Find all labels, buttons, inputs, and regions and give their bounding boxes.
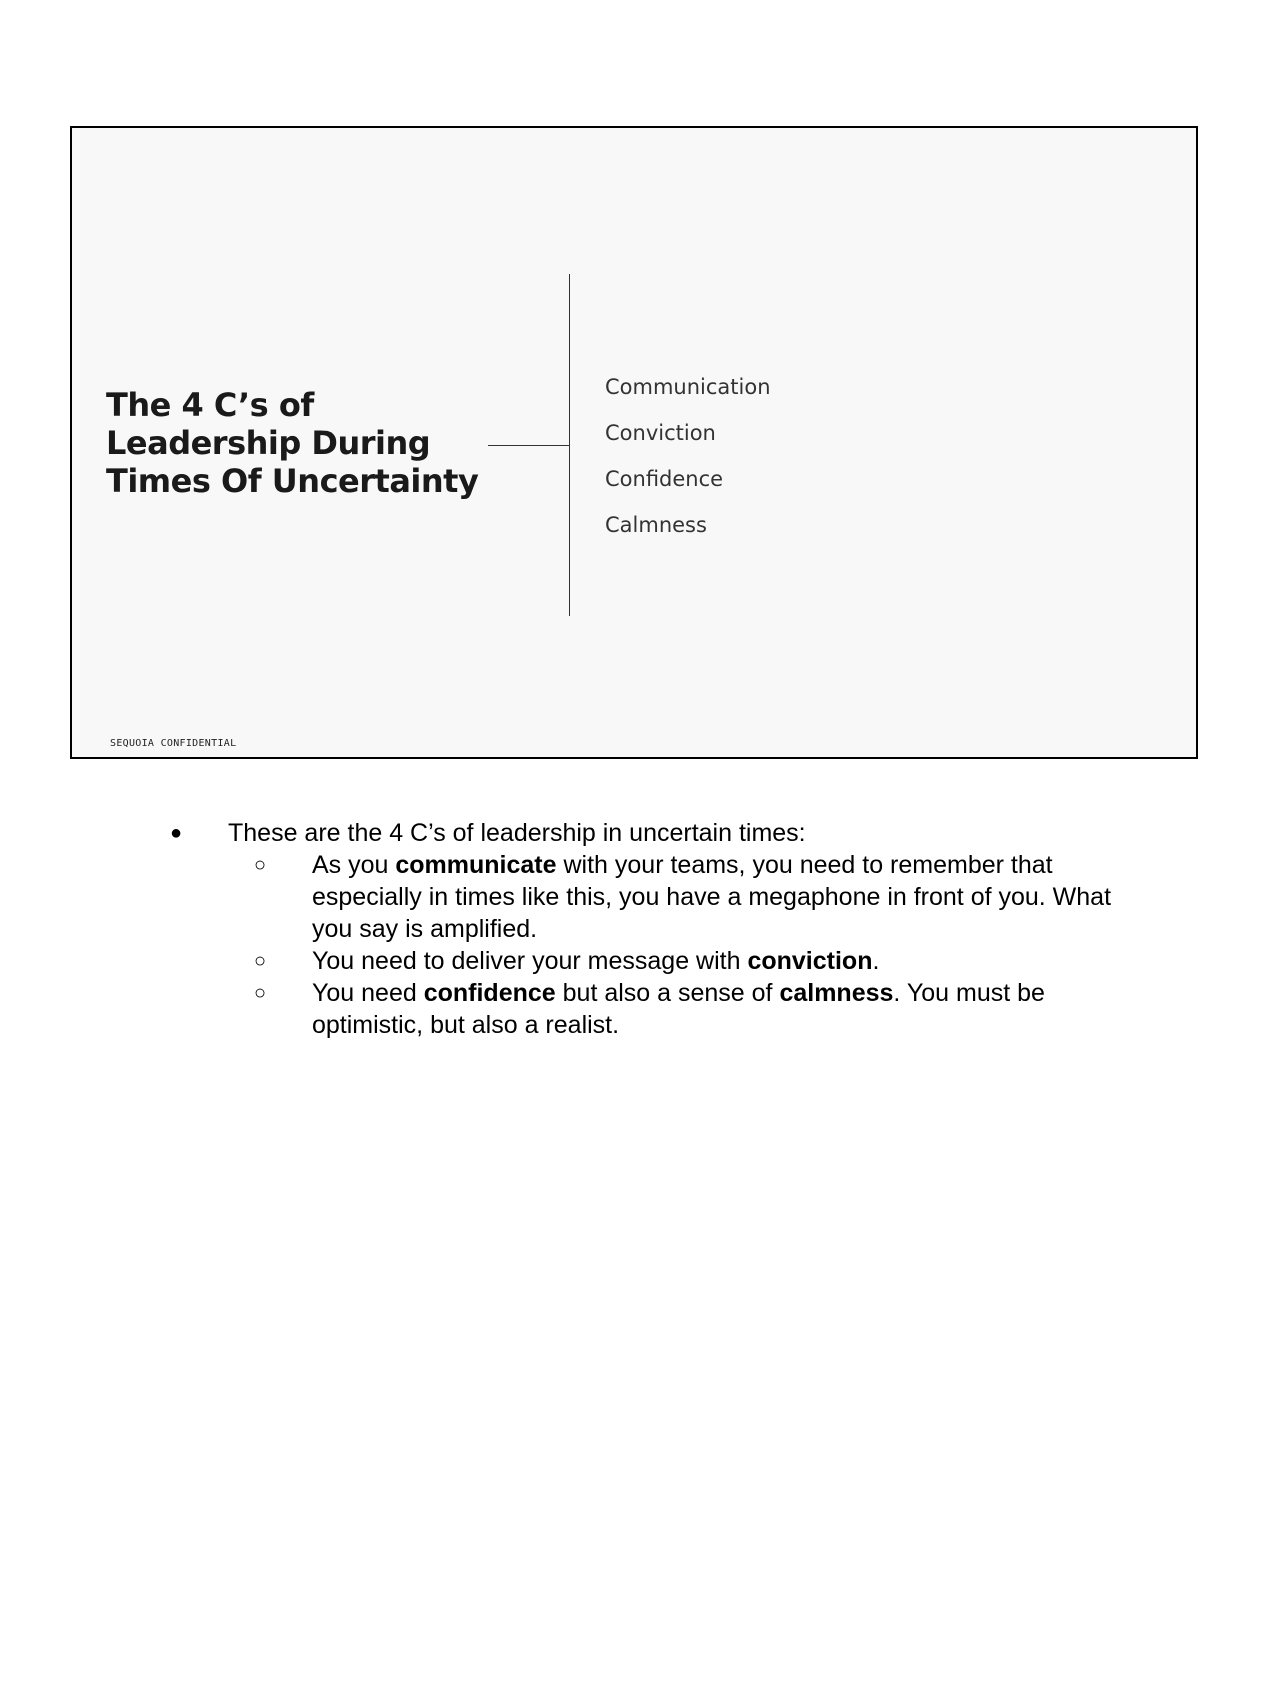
confidential-label: SEQUOIA CONFIDENTIAL	[110, 738, 237, 749]
sub-bullet-2-part-3: .	[872, 947, 880, 975]
main-bullet-text: These are the 4 C’s of leadership in uncertain times:	[228, 819, 806, 847]
sub-bullet-1	[312, 849, 1112, 945]
connector-horizontal-line	[488, 445, 570, 446]
sub-bullet-1-part-2: communicate	[395, 851, 557, 879]
sub-bullet-2-part-2: conviction	[747, 947, 873, 975]
sub-bullet-3-part-2: confidence	[423, 979, 556, 1007]
bullet-circle-icon: ○	[254, 982, 267, 1004]
bullet-circle-icon: ○	[254, 950, 267, 972]
sub-bullet-3	[312, 977, 1112, 1041]
sub-bullet-3-part-3: but also a sense of	[555, 979, 780, 1007]
sub-bullet-2	[312, 945, 1112, 977]
sub-bullet-1-part-1: As you	[312, 851, 396, 879]
c-item-communication: Communication	[605, 375, 771, 399]
bullet-circle-icon: ○	[254, 854, 267, 876]
sub-bullet-3-part-5: . You must be optimistic, but also a realist.	[312, 979, 1045, 1039]
sub-bullet-1-part-3: with your teams, you need to remember that especially in times like this, you have a megaphone in front of you. What you say is amplified.	[312, 851, 1112, 943]
bullet-dot-icon: ●	[170, 822, 183, 844]
connector-vertical-line	[569, 274, 570, 616]
c-item-confidence: Confidence	[605, 467, 724, 491]
c-item-conviction: Conviction	[605, 421, 716, 445]
c-list	[605, 364, 771, 548]
c-item-calmness: Calmness	[605, 513, 707, 537]
sub-bullet-3-part-4: calmness	[779, 979, 894, 1007]
slide	[70, 126, 1198, 759]
sub-bullet-2-part-1: You need to deliver your message with	[312, 947, 748, 975]
sub-bullet-3-part-1: You need	[312, 979, 424, 1007]
slide-title: The 4 C’s of Leadership During Times Of Uncertainty	[106, 386, 479, 500]
